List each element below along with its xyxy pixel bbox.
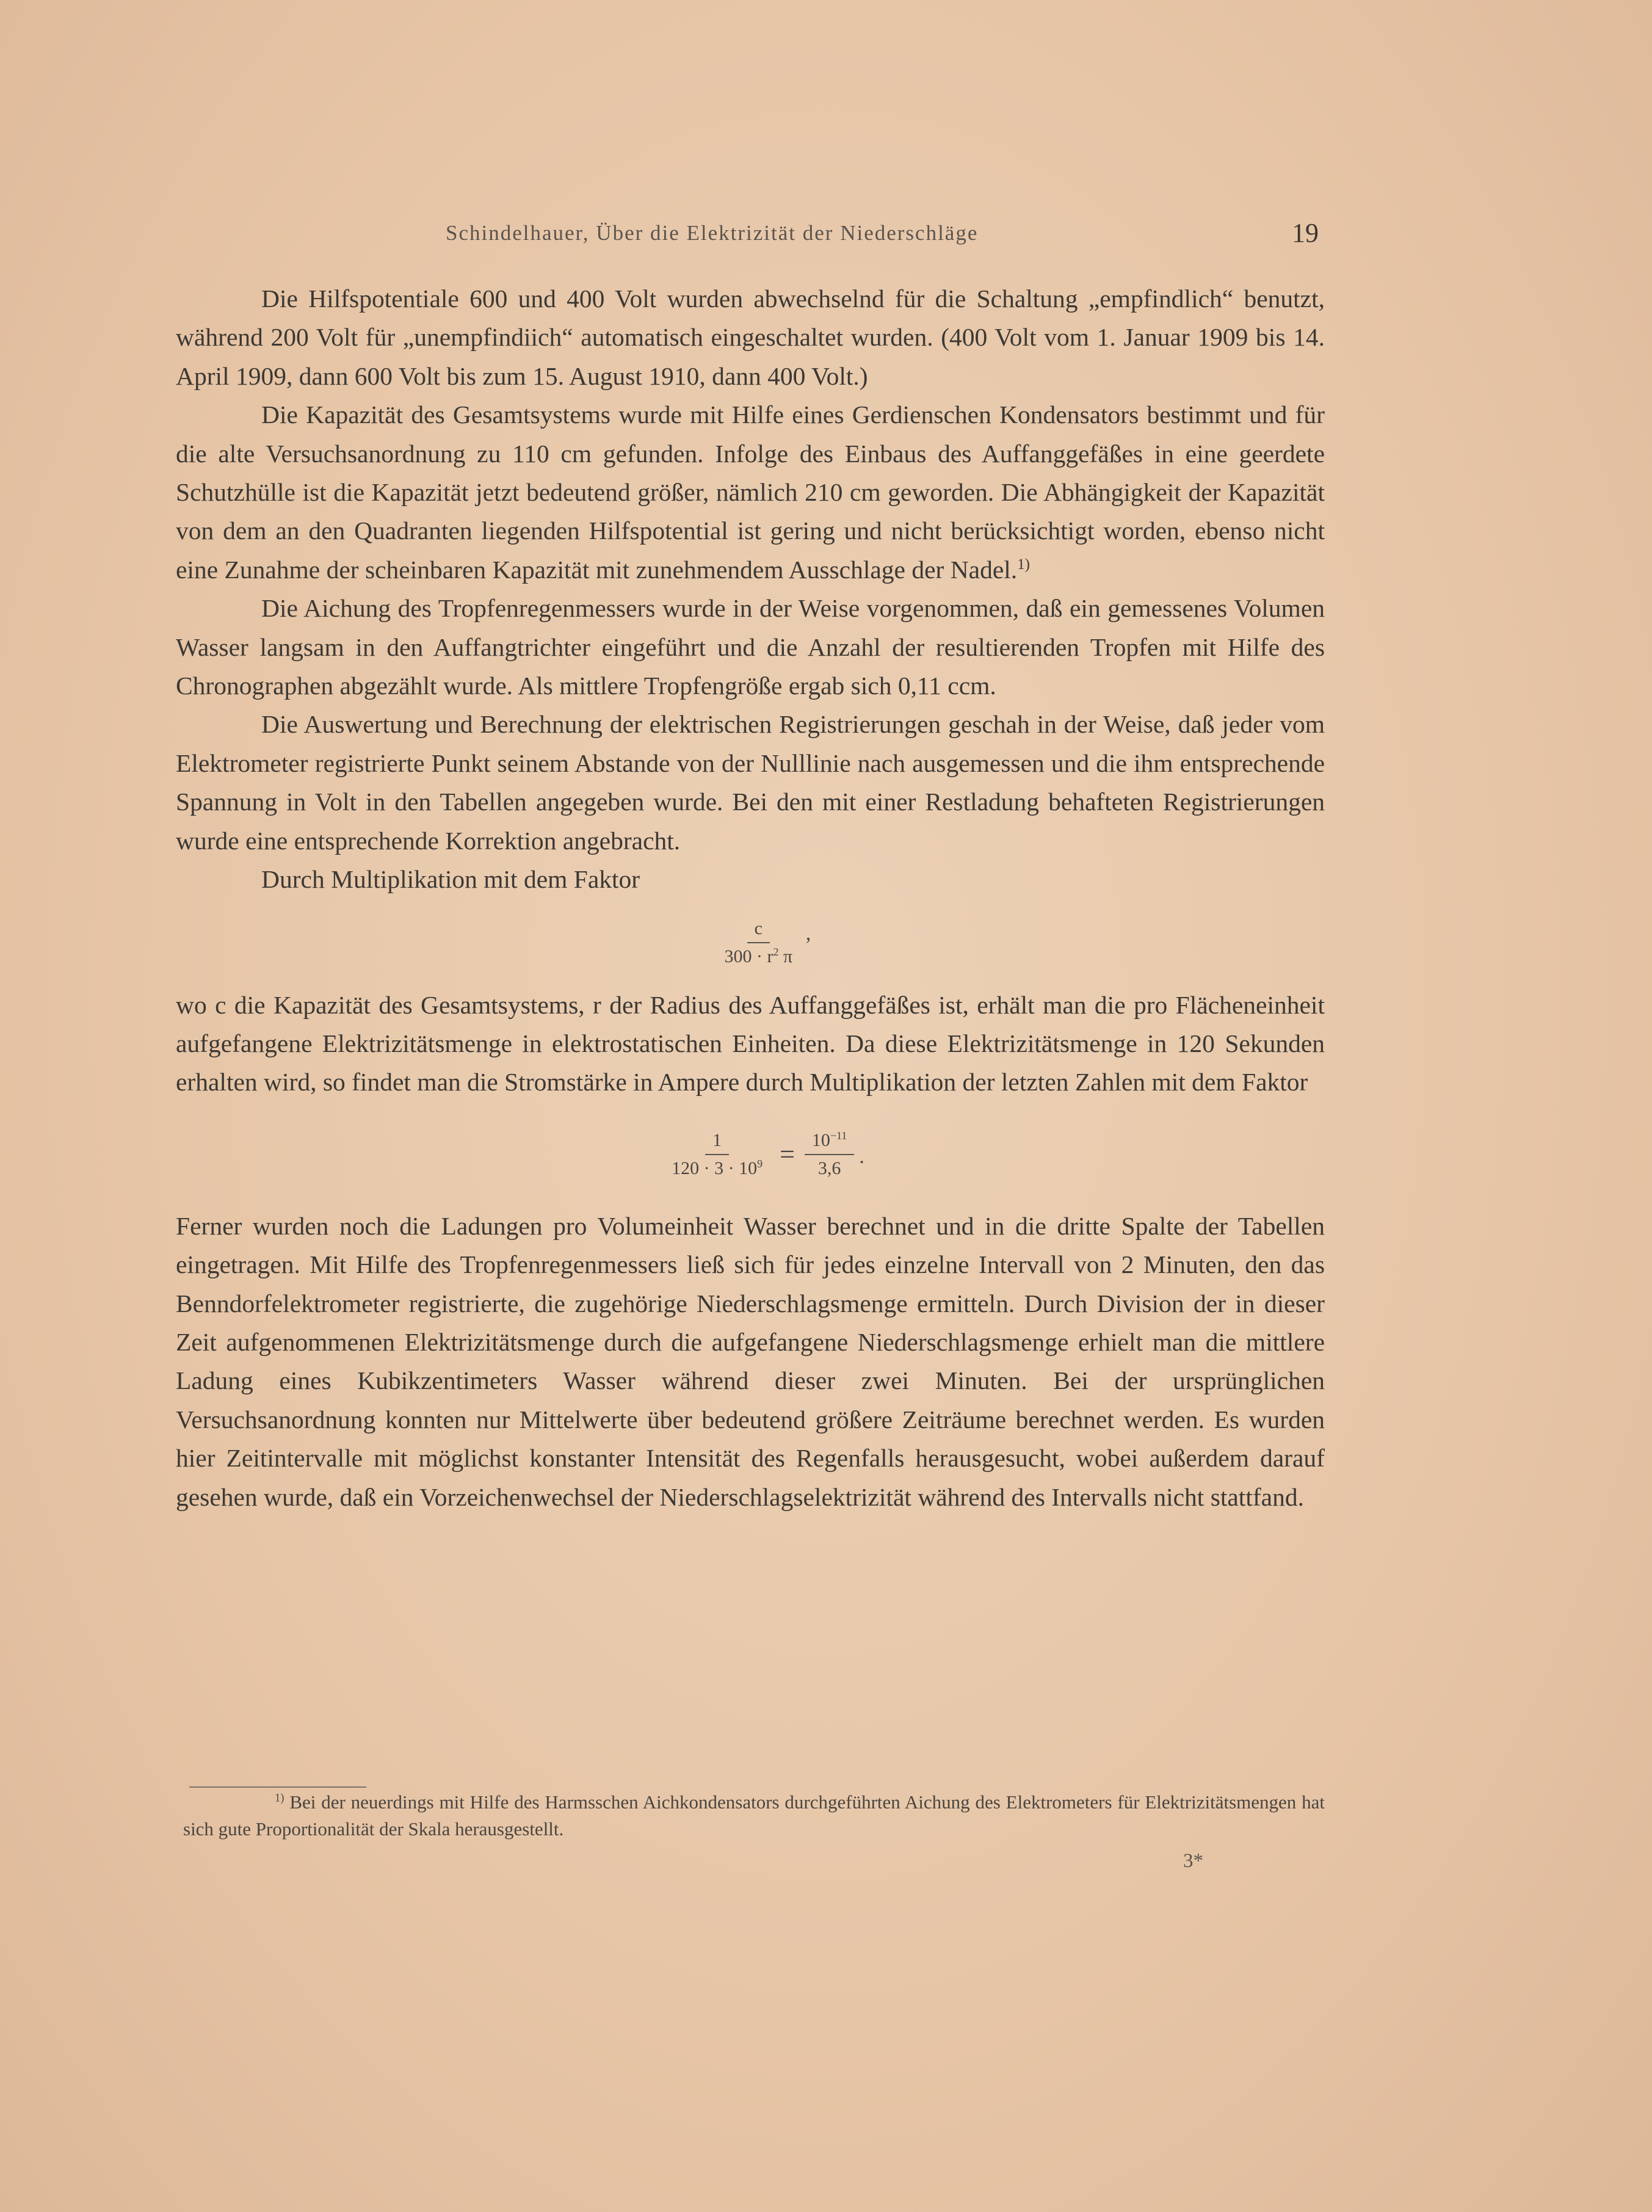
paragraph-6: wo c die Kapazität des Gesamtsystems, r der Radius des Auffanggefäßes ist, erhält man die pro Flächeneinheit aufgefangene Elektrizitätsmenge in elektrostatischen Einheiten. Da diese Elektrizitätsmenge in 120 Sekunden erhalten wird, so findet man die Stromstärke in Ampere durch Multiplikation der letzten Zahlen mit dem Faktor: [176, 990, 1325, 1097]
paragraph-7: Ferner wurden noch die Ladungen pro Volumeinheit Wasser berechnet und in die dritte Spalte der Tabellen eingetragen. Mit Hilfe des Tropfenregenmessers ließ sich für jedes einzelne Intervall von 2 Minuten, den das Benndorfelektrometer registrierte, die zugehörige Niederschlagsmenge ermitteln. Durch Division der in dieser Zeit aufgenommenen Elektrizitätsmenge durch die aufgefangene Niederschlagsmenge erhielt man die mittlere Ladung eines Kubikzentimeters Wasser während dieser zwei Minuten. Bei der ursprünglichen Versuchsanordnung konnten nur Mittelwerte über bedeutend größere Zeiträume berechnet werden. Es wurden hier Zeitintervalle mit möglichst konstanter Intensität des Regenfalls herausgesucht, wobei außerdem darauf gesehen wurde, daß ein Vorzeichenwechsel der Niederschlagselektrizität während des Intervalls nicht stattfand.: [176, 1211, 1325, 1511]
paragraph-2: [176, 396, 1325, 589]
formula-ampere-right-fraction: [805, 1130, 854, 1180]
formula-ampere-punctuation: .: [859, 1145, 864, 1168]
footnote-marker: 1): [275, 1791, 284, 1805]
running-head: [183, 218, 1319, 252]
formula-ampere-equals: =: [780, 1139, 795, 1169]
footnote-reference: 1): [1017, 556, 1030, 573]
formula-ampere-right-denominator: 3,6: [817, 1158, 841, 1178]
formula-ampere-left-denominator: [664, 1155, 770, 1180]
footnote-paragraph: [183, 1789, 1325, 1843]
formula-ampere-left-denominator-exponent: 9: [757, 1157, 763, 1170]
formula-factor-denominator-exponent: 2: [773, 945, 779, 958]
formula-ampere-left-denominator-base: 120 · 3 · 10: [672, 1158, 758, 1178]
formula-factor-denominator-base: 300 · r: [724, 946, 773, 966]
footnote-divider: [189, 1786, 366, 1788]
formula-ampere-left-fraction: [664, 1130, 770, 1180]
formula-ampere: [176, 1102, 1325, 1207]
signature-mark: 3*: [1183, 1850, 1203, 1872]
formula-factor-denominator-pi: π: [778, 946, 793, 966]
footnote-text: Bei der neuerdings mit Hilfe des Harmsschen Aichkondensators durchgeführten Aichung des Elektrometers für Elektrizitätsmengen hat sich gute Proportionalität der Skala herausgestellt.: [183, 1791, 1325, 1840]
paragraph-1: Die Hilfspotentiale 600 und 400 Volt wurden abwechselnd für die Schaltung „empfindlich“ benutzt, während 200 Volt für „unempfindiich“ automatisch eingeschaltet wurden. (400 Volt vom 1. Januar 1909 bis 14. April 1909, dann 600 Volt bis zum 15. August 1910, dann 400 Volt.): [176, 285, 1325, 390]
paragraph-5: Durch Multiplikation mit dem Faktor: [261, 865, 640, 894]
formula-factor-punctuation: ’: [805, 933, 812, 956]
formula-factor-numerator: c: [747, 918, 770, 943]
formula-ampere-right-numerator: [805, 1130, 854, 1155]
formula-factor-fraction: [717, 918, 800, 968]
formula-factor: [176, 899, 1325, 986]
paragraph-3: Die Aichung des Tropfenregenmessers wurde in der Weise vorgenommen, daß ein gemessenes Volumen Wasser langsam in den Auffangtrichter eingeführt und die Anzahl der resultierenden Tropfen mit Hilfe des Chronographen abgezählt wurde. Als mittlere Tropfengröße ergab sich 0,11 ccm.: [176, 594, 1325, 700]
paragraph-2-text: Die Kapazität des Gesamtsystems wurde mit Hilfe eines Gerdienschen Kondensators bestimmt und für die alte Versuchsanordnung zu 110 cm gefunden. Infolge des Einbaus des Auffanggefäßes in eine geerdete Schutzhülle ist die Kapazität jetzt bedeutend größer, nämlich 210 cm geworden. Die Abhängigkeit der Kapazität von dem an den Quadranten liegenden Hilfspotential ist gering und nicht berücksichtigt worden, ebenso nicht eine Zunahme der scheinbaren Kapazität mit zunehmendem Ausschlage der Nadel.: [176, 401, 1325, 584]
body-text: [176, 280, 1325, 1517]
formula-factor-denominator: [717, 943, 800, 968]
formula-ampere-left-numerator: 1: [705, 1130, 729, 1155]
running-title: Schindelhauer, Über die Elektrizität der Niederschläge: [446, 221, 979, 245]
formula-ampere-right-numerator-exponent: −11: [830, 1129, 847, 1142]
footnote: [183, 1789, 1325, 1843]
paragraph-4: Die Auswertung und Berechnung der elektrischen Registrierungen geschah in der Weise, daß jeder vom Elektrometer registrierte Punkt seinem Abstande von der Nulllinie nach ausgemessen und die ihm entsprechende Spannung in Volt in den Tabellen angegeben wurde. Bei den mit einer Restladung behafteten Registrierungen wurde eine entsprechende Korrektion angebracht.: [176, 710, 1325, 855]
formula-ampere-right-numerator-base: 10: [811, 1130, 830, 1150]
page-number: 19: [1292, 218, 1319, 248]
